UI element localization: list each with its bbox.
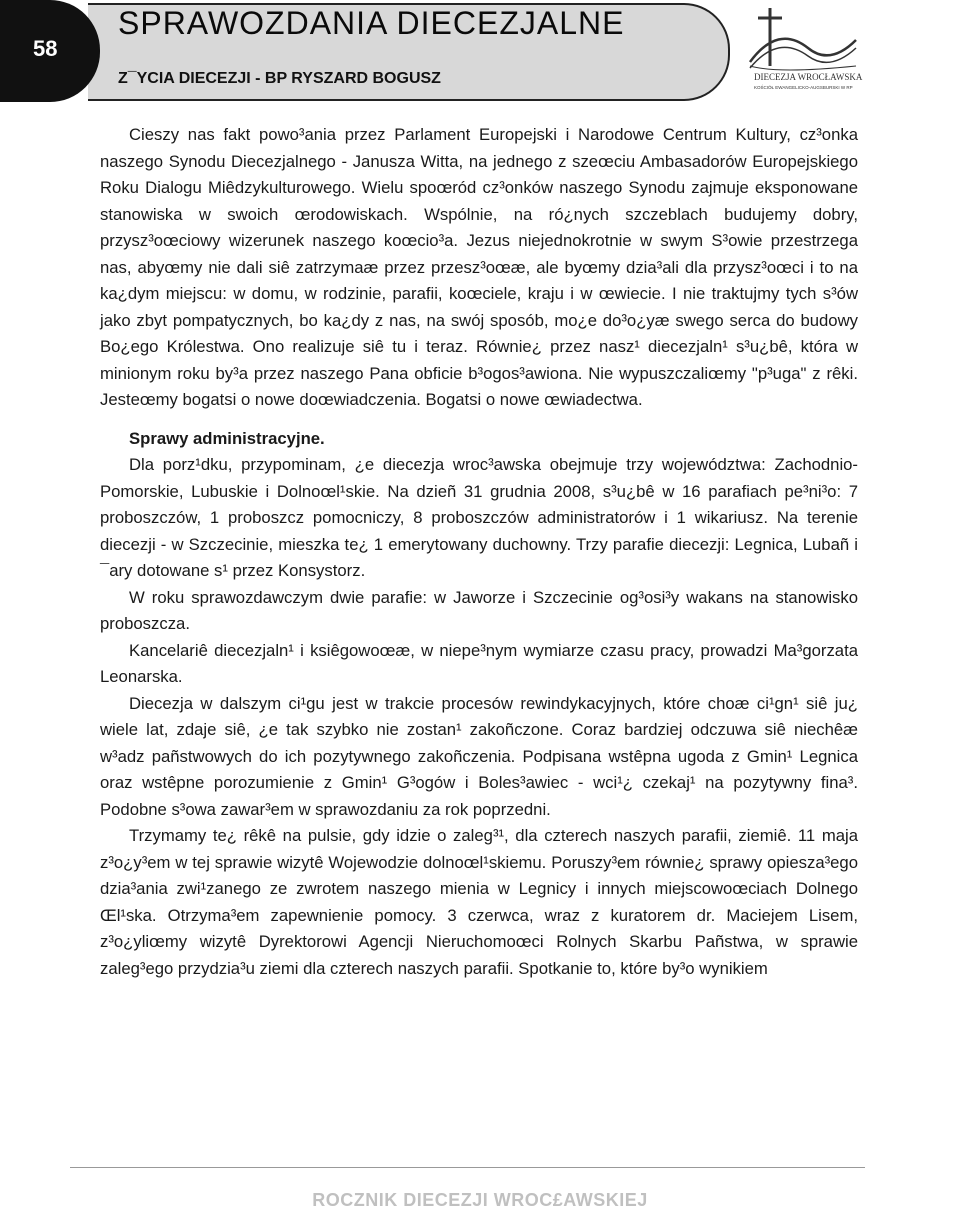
page-number: 58 [33, 36, 58, 61]
page-header [0, 0, 960, 102]
paragraph: Diecezja w dalszym ci¹gu jest w trakcie procesów rewindykacyjnych, które choæ ci¹gn¹ siê ju¿ wiele lat, zdaje siê, ¿e tak szybko nie zostan¹ zakoñczone. Coraz bardziej odczuwa siê niechêæ w³adz pañstwowych do ich pozytywnego zakoñczenia. Podpisana wstêpna ugoda z Gmin¹ Legnica oraz wstêpne porozumienie z Gmin¹ G³ogów i Boles³awiec - wci¹¿ czekaj¹ na pozytywny fina³. Podobne s³owa zawar³em w sprawozdaniu za rok poprzedni. [100, 693, 858, 819]
paragraph: Trzymamy te¿ rêkê na pulsie, gdy idzie o zaleg³¹, dla czterech naszych parafii, ziemiê. 11 maja z³o¿y³em w tej sprawie wizytê Wojewodzie dolnoœl¹skiemu. Poruszy³em równie¿ sprawy opiesza³ego dzia³ania zwi¹zanego ze zwrotem naszego mienia w Legnicy i innych miejscowoœciach Dolnego Œl¹ska. Otrzyma³em zapewnienie pomocy. 3 czerwca, wraz z kuratorem dr. Maciejem Lisem, z³o¿yliœmy wizytê Dyrektorowi Agencji Nieruchomoœci Rolnych Skarbu Pañstwa, w sprawie zaleg³ego przydzia³u ziemi dla czterech naszych parafii. Spotkanie to, które by³o wynikiem [100, 826, 858, 978]
footer-title: ROCZNIK DIECEZJI WROC£AWSKIEJ [312, 1190, 648, 1210]
section-title: SPRAWOZDANIA DIECEZJALNE [118, 5, 625, 41]
logo-name: DIECEZJA WROCŁAWSKA [754, 72, 863, 82]
section-heading: Sprawy administracyjne. [129, 428, 325, 448]
page-number-tab [0, 0, 100, 102]
cross-wave-logo-icon [738, 4, 868, 94]
paragraph: Cieszy nas fakt powo³ania przez Parlament Europejski i Narodowe Centrum Kultury, cz³onka naszego Synodu Diecezjalnego - Janusza Witta, na jednego z szeœciu Ambasadorów Europejskiego Roku Dialogu Miêdzykulturowego. Wielu spoœród cz³onków naszego Synodu zajmuje eksponowane stanowiska w swoich œrodowiskach. Wspólnie, na ró¿nych szczeblach budujemy dobry, przysz³oœciowy wizerunek naszego koœcio³a. Jezus niejednokrotnie w swym S³owie przestrzega nas, abyœmy nie dali siê zatrzymaæ przez przesz³oœæ, ale byœmy dzia³ali dla przysz³oœci i to na ka¿dym miejscu: w domu, w rodzinie, parafii, koœciele, kraju i w œwiecie. I nie traktujmy tych s³ów jako zbyt pompatycznych, bo ka¿dy z nas, na swój sposób, mo¿e do³o¿yæ swego serca do budowy Bo¿ego Królestwa. Ono realizuje siê tu i teraz. Równie¿ przez nasz¹ diecezjaln¹ s³u¿bê, która w minionym roku by³a przez naszego Pana obficie b³ogos³awiona. Nie wypuszczaliœmy "p³uga" z rêki. Jesteœmy bogatsi o nowe doœwiadczenia. Bogatsi o nowe œwiadectwa. [100, 125, 858, 409]
section-subtitle: Z¯YCIA DIECEZJI - BP RYSZARD BOGUSZ [118, 70, 441, 87]
paragraph: Dla porz¹dku, przypominam, ¿e diecezja wroc³awska obejmuje trzy województwa: Zachodnio-Pomorskie, Lubuskie i Dolnoœl¹skie. Na dzieñ 31 grudnia 2008, s³u¿bê w 16 parafiach pe³ni³o: 7 proboszczów, 1 proboszcz pomocniczy, 8 proboszczów administratorów i 1 wikariusz. Na terenie diecezji - w Szczecinie, mieszka te¿ 1 emerytowany duchowny. Trzy parafie diecezji: Legnica, Lubañ i ¯ary dotowane s¹ przez Konsystorz. [100, 455, 858, 580]
paragraph: Kancelariê diecezjaln¹ i ksiêgowoœæ, w niepe³nym wymiarze czasu pracy, prowadzi Ma³gorzata Leonarska. [100, 640, 858, 686]
logo-subtext: KOŚCIÓŁ EWANGELICKO-AUGSBURSKI W RP [754, 85, 853, 90]
footer-rule [70, 1167, 865, 1168]
paragraph: W roku sprawozdawczym dwie parafie: w Jaworze i Szczecinie og³osi³y wakans na stanowisko proboszcza. [100, 587, 858, 633]
article-body [100, 122, 858, 982]
